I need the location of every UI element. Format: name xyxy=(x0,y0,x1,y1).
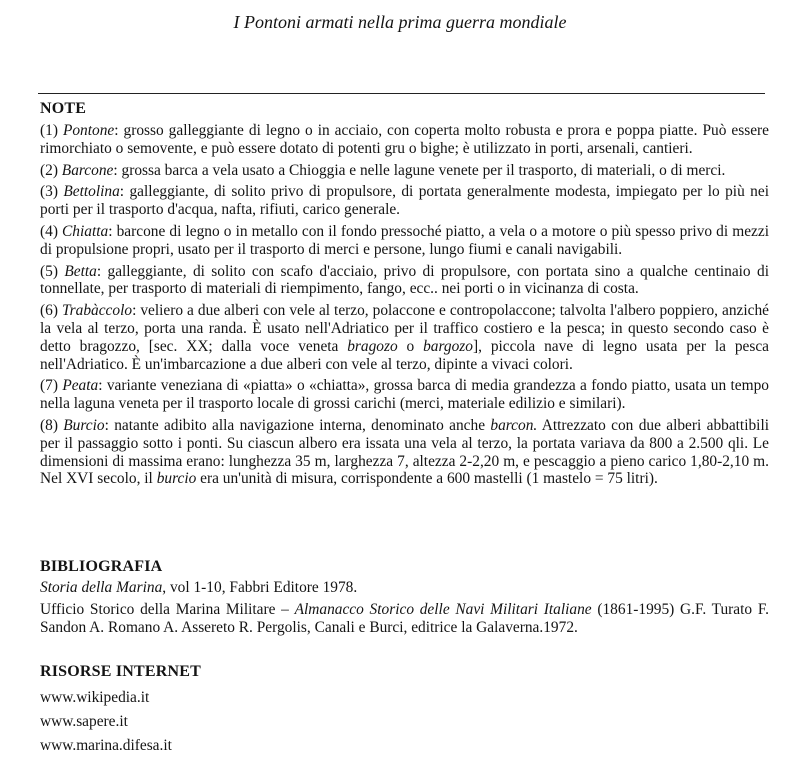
note-item: (1) Pontone: grosso galleggiante di legno o in acciaio, con coperta molto robusta e prora e poppa piatte. Può essere rimorchiato o semovente, e può essere dotato di potenti gru o bighe; è utilizzato in porti, arsenali, cantieri. xyxy=(40,122,769,157)
resources-heading: RISORSE INTERNET xyxy=(40,663,202,680)
notes-heading: NOTE xyxy=(40,100,87,117)
note-item: (7) Peata: variante veneziana di «piatta» o «chiatta», grossa barca di media grandezza a fondo piatto, usata un tempo nella laguna veneta per il trasporto locale di grossi carichi (merci, materiale edilizio e similari). xyxy=(40,377,769,413)
note-item: (5) Betta: galleggiante, di solito con scafo d'acciaio, privo di propulsore, con portata sino a qualche centinaio di tonnellate, per trasporto di materiali di riempimento, fango, ecc.. nei porti o in vicinanza di costa. xyxy=(40,262,769,298)
link-sapere[interactable]: www.sapere.it xyxy=(40,713,128,730)
note-item: (6) Trabàccolo: veliero a due alberi con vele al terzo, polaccone e contropolaccone; talvolta l'albero poppiero, anziché la vela al terzo, porta una randa. È usato nell'Adriatico per il traffico costiero e la pesca; in questo secondo caso è detto bragozzo, [sec. XX; dalla voce veneta bragozo o bargozo], piccola nave di legno usata per la pesca nell'Adriatico. È un'imbarcazione a due alberi con vele al terzo, dipinte a vivaci colori. xyxy=(40,302,769,373)
notes-list xyxy=(40,122,769,492)
page-title: I Pontoni armati nella prima guerra mondiale xyxy=(233,12,567,32)
header-divider xyxy=(38,93,765,94)
note-item: (2) Barcone: grossa barca a vela usato a Chioggia e nelle lagune venete per il trasporto, di materiali, o di merci. xyxy=(40,161,726,179)
note-item: (8) Burcio: natante adibito alla navigazione interna, denominato anche barcon. Attrezzato con due alberi abbattibili per il passaggio sotto i ponti. Su ciascun albero era issata una vela al terzo, la portata variava da 800 a 2.500 qli. Le dimensioni di massima erano: lunghezza 35 m, larghezza 7, altezza 2-2,20 m, e pescaggio a pieno carico 1,80-2,10 m. Nel XVI secolo, il burcio era un'unità di misura, corrispondente a 600 mastelli (1 mastelo = 75 litri). xyxy=(40,416,770,488)
bibliography-list xyxy=(40,579,769,641)
bibliography-entry: Storia della Marina, vol 1-10, Fabbri Editore 1978. xyxy=(40,579,358,596)
bibliography-entry: Ufficio Storico della Marina Militare – Almanacco Storico delle Navi Militari Italiane (1861-1995) G.F. Turato F. Sandon A. Romano A. Assereto R. Pergolis, Canali e Burci, editrice la Galaverna.1972. xyxy=(40,601,769,636)
note-item: (4) Chiatta: barcone di legno o in metallo con il fondo pressoché piatto, a vela o a motore o più spesso privo di mezzi di propulsione propri, usato per il trasporto di merci e persone, lungo fiumi e canali navigabili. xyxy=(40,222,769,258)
note-item: (3) Bettolina: galleggiante, di solito privo di propulsore, di portata generalmente modesta, impiegato per lo più nei porti per il trasporto d'acqua, nafta, rifiuti, carico generale. xyxy=(40,183,769,219)
resources-list xyxy=(40,686,172,758)
link-wikipedia[interactable]: www.wikipedia.it xyxy=(40,689,150,706)
link-marina-difesa[interactable]: www.marina.difesa.it xyxy=(40,737,172,754)
bibliography-heading: BIBLIOGRAFIA xyxy=(40,558,163,575)
